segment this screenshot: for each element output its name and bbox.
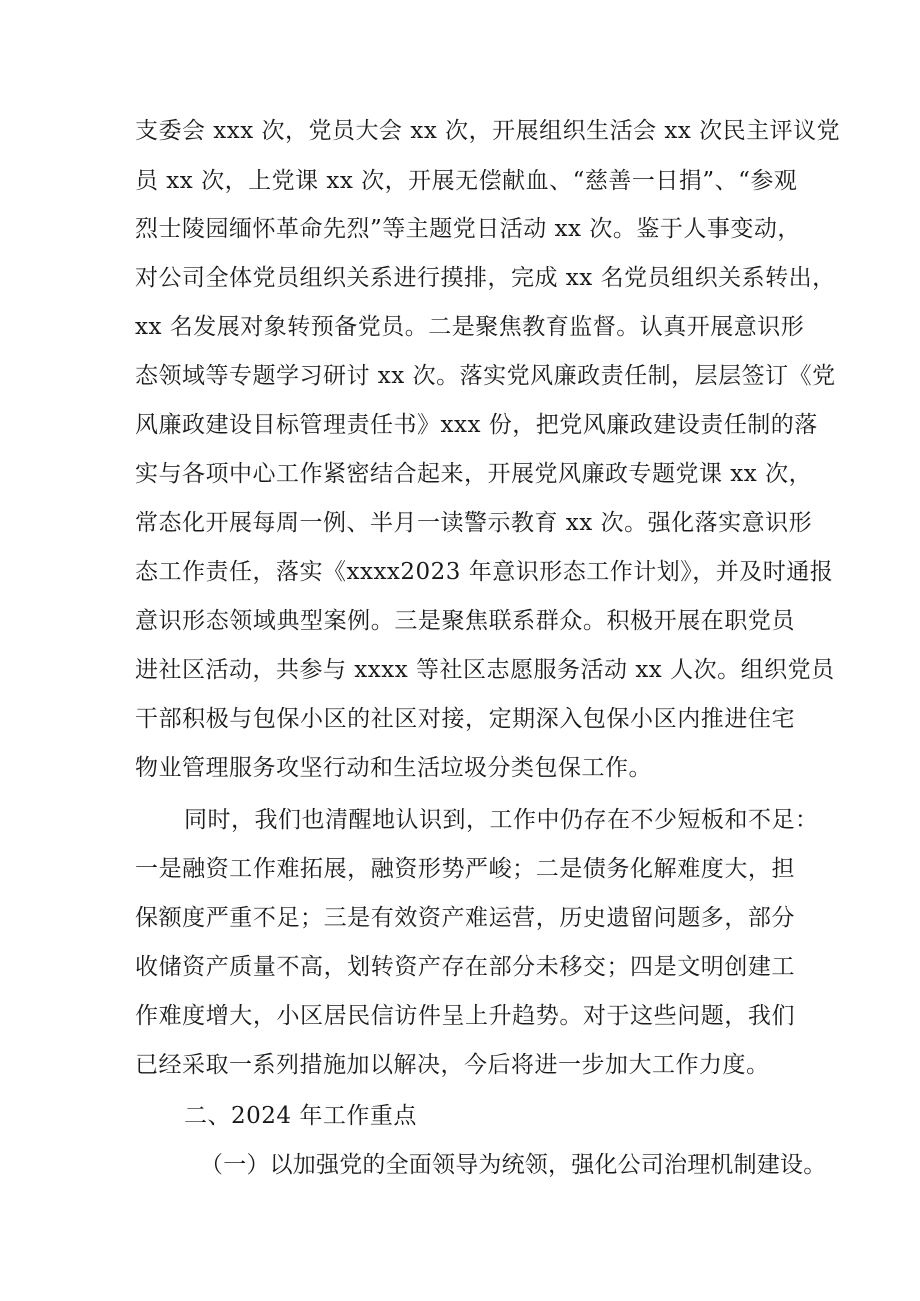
text-line: 支委会 xxx 次，党员大会 xx 次，开展组织生活会 xx 次民主评议党	[135, 118, 841, 144]
section-heading: 二、2024 年工作重点	[184, 1103, 417, 1129]
text-line: 员 xx 次，上党课 xx 次，开展无偿献血、“慈善一日捐”、“参观	[135, 168, 798, 194]
text-line: 意识形态领域典型案例。三是聚焦联系群众。积极开展在职党员	[135, 608, 795, 634]
text-line: 风廉政建设目标管理责任书》xxx 份，把党风廉政建设责任制的落	[135, 412, 818, 438]
text-line: 保额度严重不足；三是有效资产难运营，历史遗留问题多，部分	[135, 905, 795, 931]
text-line: 作难度增大，小区居民信访件呈上升趋势。对于这些问题，我们	[135, 1003, 795, 1029]
text-line: 收储资产质量不高，划转资产存在部分未移交；四是文明创建工	[135, 954, 795, 980]
text-line: 进社区活动，共参与 xxxx 等社区志愿服务活动 xx 人次。组织党员	[135, 657, 835, 683]
text-line: xx 名发展对象转预备党员。二是聚焦教育监督。认真开展意识形	[135, 314, 805, 340]
text-line: 物业管理服务攻坚行动和生活垃圾分类包保工作。	[135, 755, 652, 781]
text-line: 实与各项中心工作紧密结合起来，开展党风廉政专题党课 xx 次，	[135, 461, 813, 487]
text-line: 已经采取一系列措施加以解决，今后将进一步加大工作力度。	[135, 1052, 770, 1078]
text-line: 烈士陵园缅怀革命先烈”等主题党日活动 xx 次。鉴于人事变动，	[135, 216, 801, 242]
text-line: 常态化开展每周一例、半月一读警示教育 xx 次。强化落实意识形	[135, 510, 813, 536]
subsection-heading: （一）以加强党的全面领导为统领，强化公司治理机制建设。	[200, 1152, 827, 1178]
text-line: 干部积极与包保小区的社区对接，定期深入包保小区内推进住宅	[135, 706, 795, 732]
text-line: 同时，我们也清醒地认识到，工作中仍存在不少短板和不足：	[184, 807, 819, 833]
text-line: 对公司全体党员组织关系进行摸排，完成 xx 名党员组织关系转出，	[135, 265, 836, 291]
text-line: 一是融资工作难拓展，融资形势严峻；二是债务化解难度大，担	[135, 856, 795, 882]
text-line: 态工作责任，落实《xxxx2023 年意识形态工作计划》，并及时通报	[135, 559, 834, 585]
text-line: 态领域等专题学习研讨 xx 次。落实党风廉政责任制，层层签订《党	[135, 363, 836, 389]
